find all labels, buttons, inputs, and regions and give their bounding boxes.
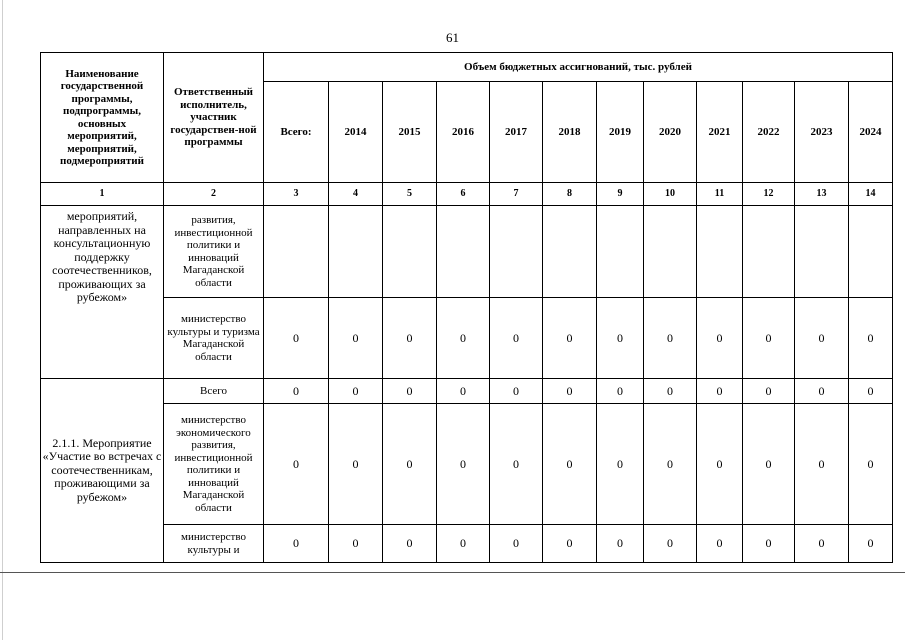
value-cell: 0 [543, 379, 597, 404]
column-number: 3 [264, 183, 329, 206]
value-cell: 0 [437, 298, 490, 379]
value-cell: 0 [490, 404, 543, 525]
value-cell: 0 [543, 298, 597, 379]
value-cell: 0 [743, 298, 795, 379]
value-cell: 0 [743, 379, 795, 404]
value-cell: 0 [264, 404, 329, 525]
column-number-row [41, 183, 893, 206]
value-cell: 0 [697, 298, 743, 379]
value-cell: 0 [795, 525, 849, 563]
value-cell: 0 [490, 379, 543, 404]
executor-cell: министерство экономического развития, инвестиционной политики и инноваций Магаданской области [164, 404, 264, 525]
column-number: 8 [543, 183, 597, 206]
column-number: 10 [644, 183, 697, 206]
table-row [41, 206, 893, 298]
executor-cell: министерство культуры и [164, 525, 264, 563]
table-row [41, 379, 893, 404]
value-cell: 0 [697, 379, 743, 404]
value-cell: 0 [743, 525, 795, 563]
table-row [41, 525, 893, 563]
table-row [41, 404, 893, 525]
header-year: 2021 [697, 82, 743, 183]
executor-cell: Всего [164, 379, 264, 404]
value-cell: 0 [437, 525, 490, 563]
page-number: 61 [446, 30, 459, 45]
header-year: 2020 [644, 82, 697, 183]
column-number: 1 [41, 183, 164, 206]
value-cell: 0 [697, 404, 743, 525]
value-cell: 0 [644, 525, 697, 563]
value-cell: 0 [795, 404, 849, 525]
value-cell: 0 [264, 379, 329, 404]
header-row-1 [41, 53, 893, 82]
column-number: 14 [849, 183, 893, 206]
header-year: 2019 [597, 82, 644, 183]
header-total: Всего: [264, 82, 329, 183]
value-cell: 0 [849, 379, 893, 404]
column-number: 2 [164, 183, 264, 206]
value-cell: 0 [383, 525, 437, 563]
value-cell: 0 [644, 404, 697, 525]
column-number: 13 [795, 183, 849, 206]
column-number: 4 [329, 183, 383, 206]
header-year: 2017 [490, 82, 543, 183]
value-cell: 0 [264, 525, 329, 563]
value-cell: 0 [597, 298, 644, 379]
value-cell: 0 [743, 404, 795, 525]
value-cell: 0 [849, 404, 893, 525]
value-cell: 0 [490, 298, 543, 379]
table-row [41, 298, 893, 379]
value-cell: 0 [329, 379, 383, 404]
header-year: 2024 [849, 82, 893, 183]
header-year: 2018 [543, 82, 597, 183]
value-cell: 0 [329, 298, 383, 379]
value-cell: 0 [597, 404, 644, 525]
value-cell: 0 [543, 525, 597, 563]
value-cell: 0 [264, 298, 329, 379]
program-item-name: мероприятий, направленных на консультационную поддержку соотечественников, проживающих за рубежом» [41, 206, 164, 379]
budget-table [40, 52, 893, 563]
value-cell: 0 [597, 525, 644, 563]
value-cell: 0 [644, 298, 697, 379]
value-cell: 0 [329, 404, 383, 525]
column-number: 9 [597, 183, 644, 206]
value-cell: 0 [697, 525, 743, 563]
value-cell: 0 [849, 525, 893, 563]
column-number: 11 [697, 183, 743, 206]
value-cell: 0 [490, 525, 543, 563]
column-number: 6 [437, 183, 490, 206]
value-cell: 0 [329, 525, 383, 563]
header-year: 2014 [329, 82, 383, 183]
scan-edge-line [0, 572, 905, 573]
page-edge-mark [2, 0, 3, 640]
value-cell: 0 [597, 379, 644, 404]
value-cell: 0 [543, 404, 597, 525]
column-number: 7 [490, 183, 543, 206]
value-cell: 0 [383, 379, 437, 404]
column-number: 12 [743, 183, 795, 206]
header-name: Наименование государственной программы, подпрограммы, основных мероприятий, мероприятий, подмероприятий [41, 53, 164, 183]
program-item-name: 2.1.1. Мероприятие «Участие во встречах с соотечественникам, проживающими за рубежом» [41, 379, 164, 563]
header-year: 2015 [383, 82, 437, 183]
value-cell: 0 [437, 404, 490, 525]
value-cell: 0 [383, 298, 437, 379]
value-cell: 0 [849, 298, 893, 379]
column-number: 5 [383, 183, 437, 206]
header-budget-group: Объем бюджетных ассигнований, тыс. рублей [264, 53, 893, 82]
value-cell: 0 [795, 298, 849, 379]
value-cell: 0 [383, 404, 437, 525]
value-cell: 0 [437, 379, 490, 404]
header-executor: Ответственный исполнитель, участник государствен-ной программы [164, 53, 264, 183]
header-year: 2022 [743, 82, 795, 183]
executor-cell: развития, инвестиционной политики и инноваций Магаданской области [164, 206, 264, 298]
value-cell: 0 [644, 379, 697, 404]
header-year: 2016 [437, 82, 490, 183]
executor-cell: министерство культуры и туризма Магаданской области [164, 298, 264, 379]
value-cell: 0 [795, 379, 849, 404]
header-year: 2023 [795, 82, 849, 183]
